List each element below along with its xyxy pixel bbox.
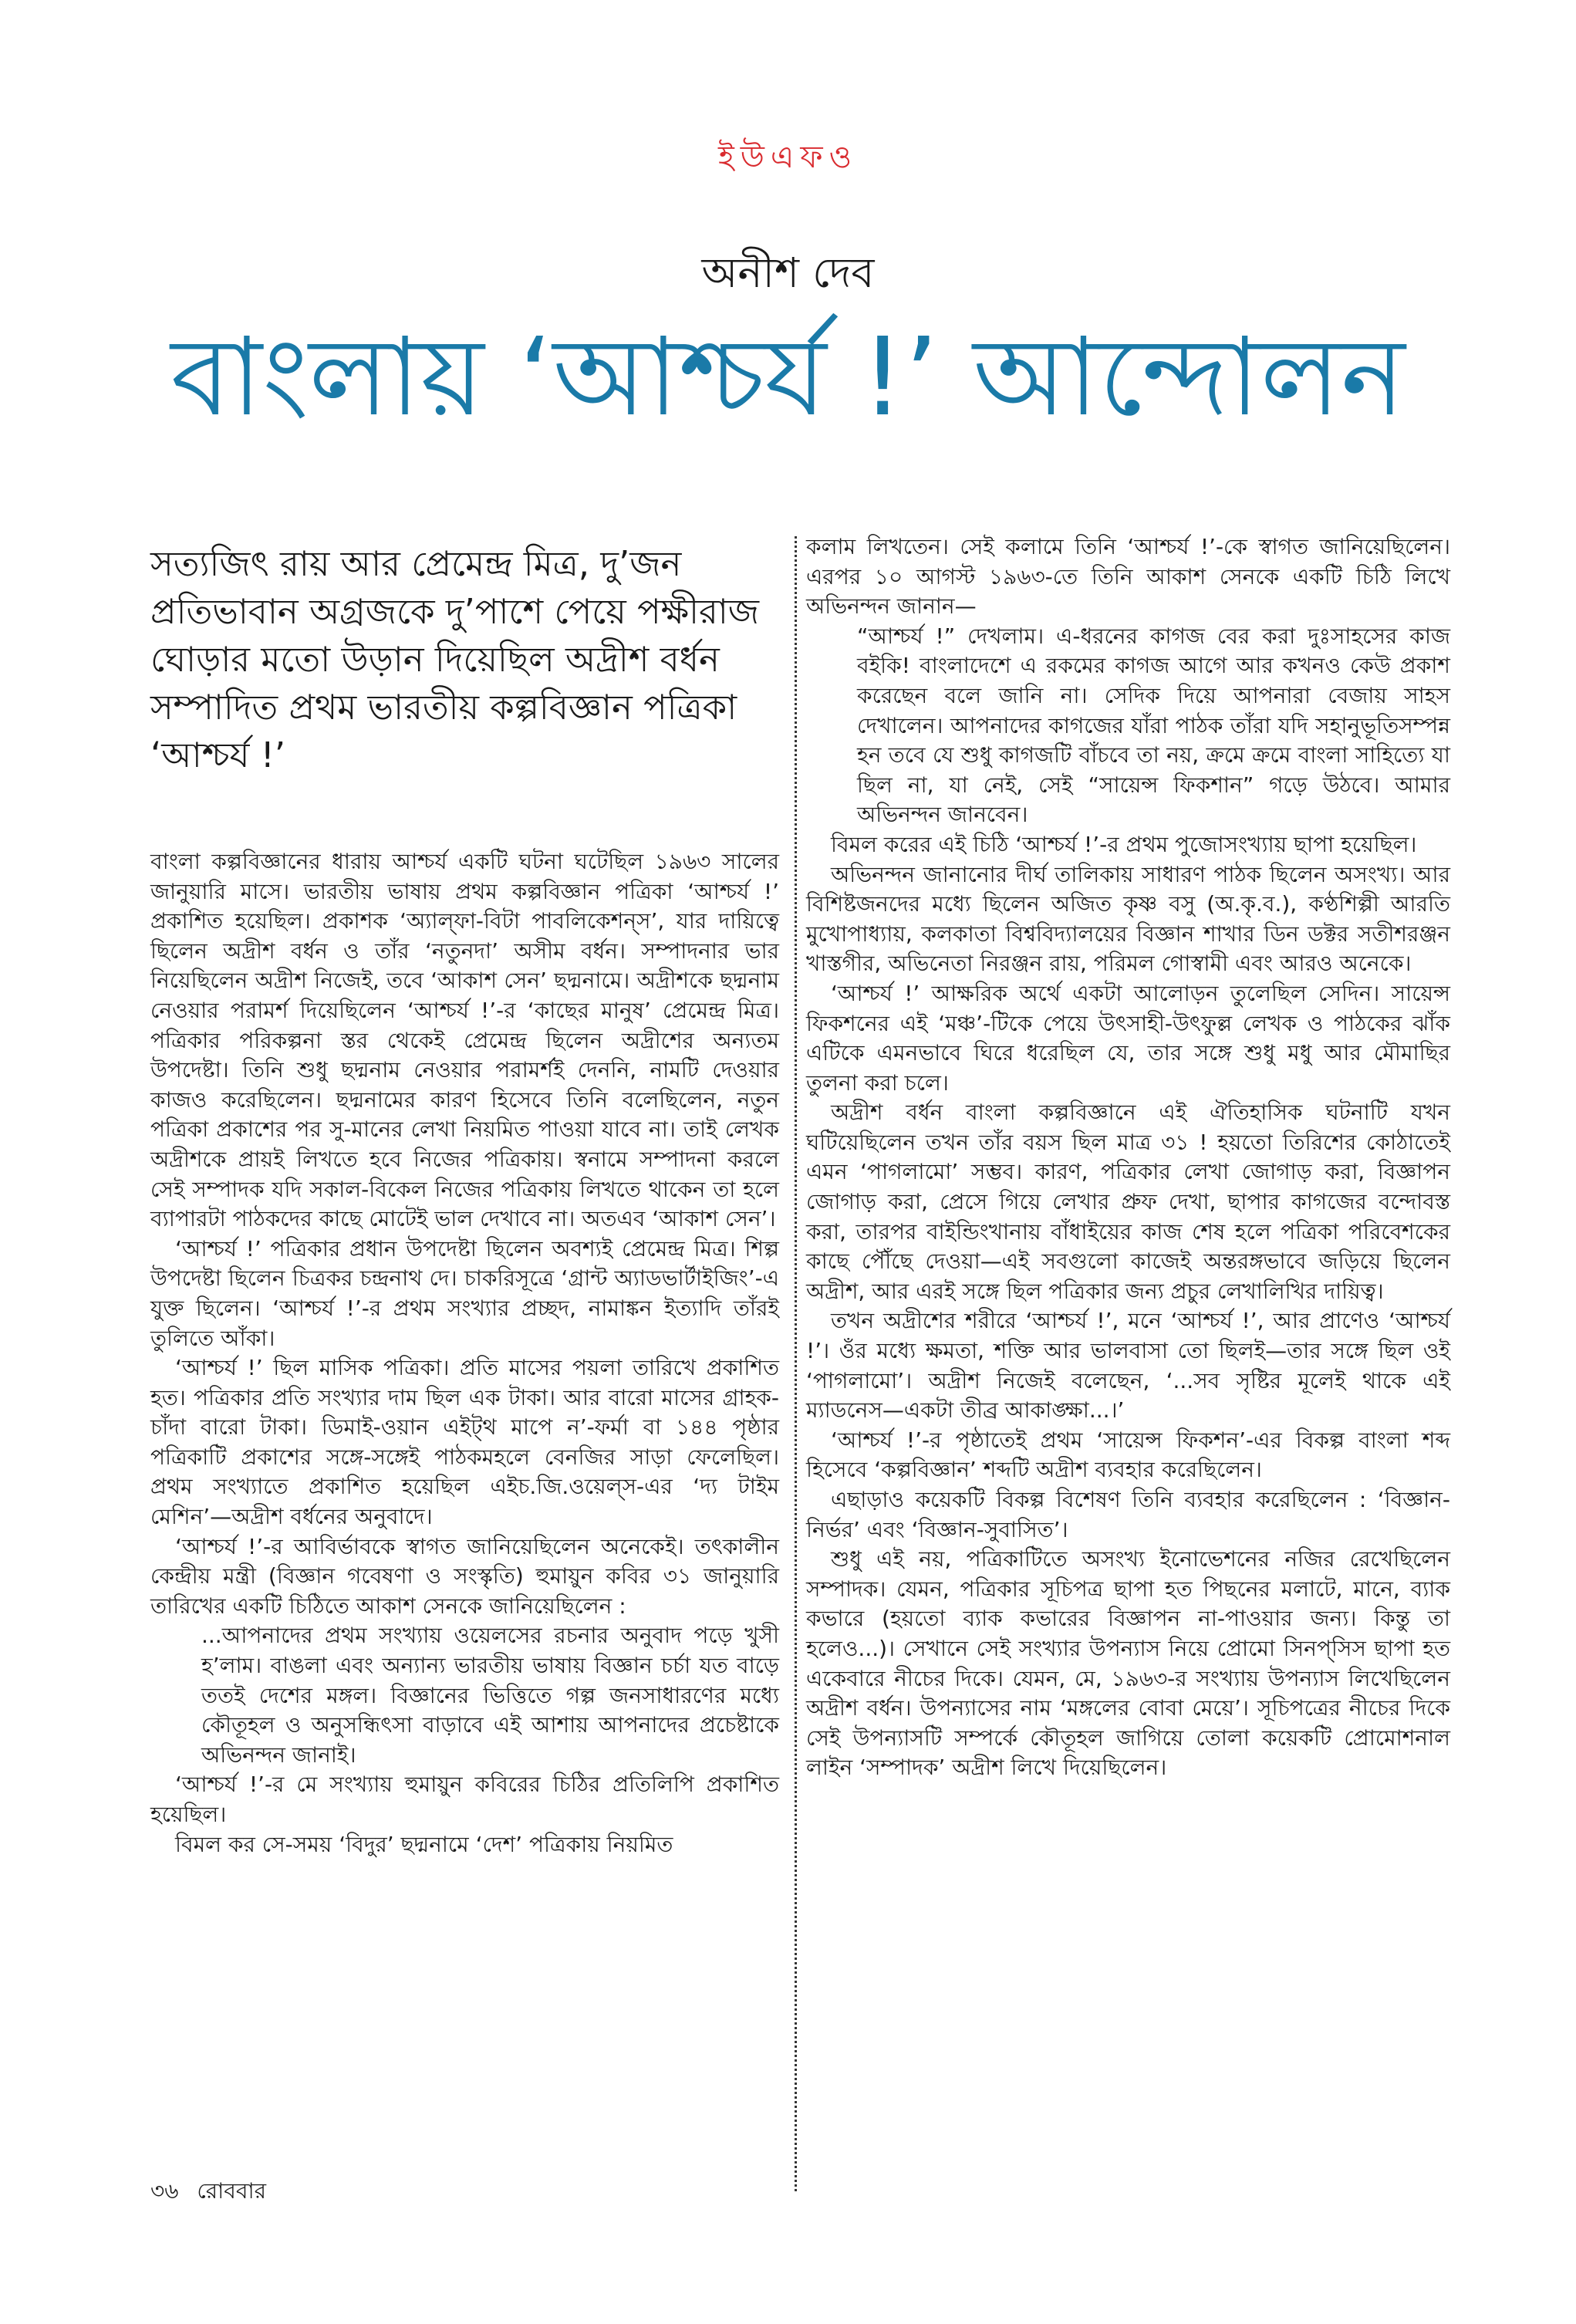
body-paragraph: বিমল কর সে-সময় ‘বিদুর’ ছদ্মনামে ‘দেশ’ পত্রিকায় নিয়মিত [175, 1831, 673, 1857]
standfirst: সত্যজিৎ রায় আর প্রেমেন্দ্র মিত্র, দু’জন প্রতিভাবান অগ্রজকে দু’পাশে পেয়ে পক্ষীরাজ ঘোড়ার মতো উড়ান দিয়েছিল অদ্রীশ বর্ধন সম্পাদিত প্রথম ভারতীয় কল্পবিজ্ঞান পত্রিকা ‘আশ্চর্য !’ [150, 543, 760, 775]
body-paragraph: অদ্রীশ বর্ধন বাংলা কল্পবিজ্ঞানে এই ঐতিহাসিক ঘটনাটি যখন ঘটিয়েছিলেন তখন তাঁর বয়স ছিল মাত্র ৩১ ! হয়তো তিরিশের কোঠাতেই এমন ‘পাগলামো’ সম্ভব। কারণ, পত্রিকার লেখা জোগাড় করা, বিজ্ঞাপন জোগাড় করা, প্রেসে গিয়ে লেখার প্রুফ দেখা, ছাপার কাগজের বন্দোবস্ত করা, তারপর বাইন্ডিংখানায় বাঁধাইয়ের কাজ শেষ হলে পত্রিকা পরিবেশকের কাছে পৌঁছে দেওয়া—এই সবগুলো কাজেই অন্তরঙ্গভাবে জড়িয়ে ছিলেন অদ্রীশ, আর এরই সঙ্গে ছিল পত্রিকার জন্য প্রচুর লেখালিখির দায়িত্ব। [806, 1100, 1450, 1304]
page-number: ৩৬ [150, 2178, 179, 2204]
magazine-name: রোববার [197, 2178, 266, 2204]
body-paragraph: ‘আশ্চর্য !’ ছিল মাসিক পত্রিকা। প্রতি মাসের পয়লা তারিখে প্রকাশিত হত। পত্রিকার প্রতি সংখ্যার দাম ছিল এক টাকা। আর বারো মাসের গ্রাহক-চাঁদা বারো টাকা। ডিমাই-ওয়ান এইট্‌থ মাপে ন’-ফর্মা বা ১৪৪ পৃষ্ঠার পত্রিকাটি প্রকাশের সঙ্গে-সঙ্গেই পাঠকমহলে বেনজির সাড়া ফেলেছিল। প্রথম সংখ্যাতে প্রকাশিত হয়েছিল এইচ.জি.ওয়েল্‌স-এর ‘দ্য টাইম মেশিন’—অদ্রীশ বর্ধনের অনুবাদে। [150, 1355, 779, 1530]
body-paragraph: তখন অদ্রীশের শরীরে ‘আশ্চর্য !’, মনে ‘আশ্চর্য !’, আর প্রাণেও ‘আশ্চর্য !’। ওঁর মধ্যে ক্ষমতা, শক্তি আর ভালবাসা তো ছিলই—তার সঙ্গে ছিল ওই ‘পাগলামো’। অদ্রীশ নিজেই বলেছেন, ‘...সব সৃষ্টির মূলেই থাকে এই ম্যাডনেস—একটা তীব্র আকাঙ্ক্ষা...।’ [806, 1308, 1450, 1424]
left-column [150, 847, 779, 1860]
body-paragraph: বিমল করের এই চিঠি ‘আশ্চর্য !’-র প্রথম পুজোসংখ্যায় ছাপা হয়েছিল। [831, 831, 1417, 857]
body-paragraph: ‘আশ্চর্য !’-র মে সংখ্যায় হুমায়ুন কবিরের চিঠির প্রতিলিপি প্রকাশিত হয়েছিল। [150, 1772, 779, 1827]
page-footer [150, 2174, 285, 2211]
right-column [806, 532, 1450, 1783]
author-byline: অনীশ দেব [701, 248, 875, 297]
body-paragraph: কলাম লিখতেন। সেই কলামে তিনি ‘আশ্চর্য !’-কে স্বাগত জানিয়েছিলেন। এরপর ১০ আগস্ট ১৯৬৩-তে তিনি আকাশ সেনকে একটি চিঠি লিখে অভিনন্দন জানান— [806, 534, 1450, 620]
body-paragraph: শুধু এই নয়, পত্রিকাটিতে অসংখ্য ইনোভেশনের নজির রেখেছিলেন সম্পাদক। যেমন, পত্রিকার সূচিপত্র ছাপা হত পিছনের মলাটে, মানে, ব্যাক কভারে (হয়তো ব্যাক কভারের বিজ্ঞাপন না-পাওয়ার জন্য। কিন্তু তা হলেও...)। সেখানে সেই সংখ্যার উপন্যাস নিয়ে প্রোমো সিনপ্‌সিস ছাপা হত একেবারে নীচের দিকে। যেমন, মে, ১৯৬৩-র সংখ্যায় উপন্যাস লিখেছিলেন অদ্রীশ বর্ধন। উপন্যাসের নাম ‘মঙ্গলের বোবা মেয়ে’। সূচিপত্রের নীচের দিকে সেই উপন্যাসটি সম্পর্কে কৌতূহল জাগিয়ে তোলা কয়েকটি প্রোমোশনাল লাইন ‘সম্পাদক’ অদ্রীশ লিখে দিয়েছিলেন। [806, 1546, 1450, 1781]
body-paragraph: অভিনন্দন জানানোর দীর্ঘ তালিকায় সাধারণ পাঠক ছিলেন অসংখ্য। আর বিশিষ্টজনদের মধ্যে ছিলেন অজিত কৃষ্ণ বসু (অ.কৃ.ব.), কণ্ঠশিল্পী আরতি মুখোপাধ্যায়, কলকাতা বিশ্ববিদ্যালয়ের বিজ্ঞান শাখার ডিন ডক্টর সতীশরঞ্জন খাস্তগীর, অভিনেতা নিরঞ্জন রায়, পরিমল গোস্বামী এবং আরও অনেকে। [806, 861, 1450, 977]
body-paragraph: ‘আশ্চর্য !’-র পৃষ্ঠাতেই প্রথম ‘সায়েন্স ফিকশন’-এর বিকল্প বাংলা শব্দ হিসেবে ‘কল্পবিজ্ঞান’ শব্দটি অদ্রীশ ব্যবহার করেছিলেন। [806, 1427, 1450, 1483]
section-category: ইউএফও [717, 140, 859, 175]
quoted-letter-humayun-kabir: ...আপনাদের প্রথম সংখ্যায় ওয়েলসের রচনার অনুবাদ পড়ে খুসী হ’লাম। বাঙলা এবং অন্যান্য ভারতীয় ভাষায় বিজ্ঞান চর্চা যত বাড়ে ততই দেশের মঙ্গল। বিজ্ঞানের ভিত্তিতে গল্প জনসাধারণের মধ্যে কৌতূহল ও অনুসন্ধিৎসা বাড়াবে এই আশায় আপনাদের প্রচেষ্টাকে অভিনন্দন জানাই। [201, 1623, 779, 1768]
body-paragraph: ‘আশ্চর্য !’-র আবির্ভাবকে স্বাগত জানিয়েছিলেন অনেকেই। তৎকালীন কেন্দ্রীয় মন্ত্রী (বিজ্ঞান গবেষণা ও সংস্কৃতি) হুমায়ুন কবির ৩১ জানুয়ারি তারিখের একটি চিঠিতে আকাশ সেনকে জানিয়েছিলেন : [150, 1533, 779, 1619]
body-paragraph: এছাড়াও কয়েকটি বিকল্প বিশেষণ তিনি ব্যবহার করেছিলেন : ‘বিজ্ঞান-নির্ভর’ এবং ‘বিজ্ঞান-সুবাসিত’। [806, 1487, 1450, 1542]
body-paragraph: বাংলা কল্পবিজ্ঞানের ধারায় আশ্চর্য একটি ঘটনা ঘটেছিল ১৯৬৩ সালের জানুয়ারি মাসে। ভারতীয় ভাষায় প্রথম কল্পবিজ্ঞান পত্রিকা ‘আশ্চর্য !’ প্রকাশিত হয়েছিল। প্রকাশক ‘অ্যাল্‌ফা-বিটা পাবলিকেশন্‌স’, যার দায়িত্বে ছিলেন অদ্রীশ বর্ধন ও তাঁর ‘নতুনদা’ অসীম বর্ধন। সম্পাদনার ভার নিয়েছিলেন অদ্রীশ নিজেই, তবে ‘আকাশ সেন’ ছদ্মনামে। অদ্রীশকে ছদ্মনাম নেওয়ার পরামর্শ দিয়েছিলেন ‘আশ্চর্য !’-র ‘কাছের মানুষ’ প্রেমেন্দ্র মিত্র। পত্রিকার পরিকল্পনা স্তর থেকেই প্রেমেন্দ্র ছিলেন অদ্রীশের অন্যতম উপদেষ্টা। তিনি শুধু ছদ্মনাম নেওয়ার পরামর্শই দেননি, নামটি দেওয়ার কাজও করেছিলেন। ছদ্মনামের কারণ হিসেবে তিনি বলেছিলেন, নতুন পত্রিকা প্রকাশের পর সু-মানের লেখা নিয়মিত পাওয়া যাবে না। তাই লেখক অদ্রীশকে প্রায়ই লিখতে হবে নিজের পত্রিকায়। স্বনামে সম্পাদনা করলে সেই সম্পাদক যদি সকাল-বিকেল নিজের পত্রিকায় লিখতে থাকেন তা হলে ব্যাপারটা পাঠকদের কাছে মোটেই ভাল দেখাবে না। অতএব ‘আকাশ সেন’। [150, 849, 779, 1232]
column-divider [795, 536, 797, 2191]
body-paragraph: ‘আশ্চর্য !’ আক্ষরিক অর্থে একটা আলোড়ন তুলেছিল সেদিন। সায়েন্স ফিকশনের এই ‘মঞ্চ’-টিকে পেয়ে উৎসাহী-উৎফুল্ল লেখক ও পাঠকের ঝাঁক এটিকে এমনভাবে ঘিরে ধরেছিল যে, তার সঙ্গে শুধু মধু আর মৌমাছির তুলনা করা চলে। [806, 980, 1450, 1096]
body-paragraph: ‘আশ্চর্য !’ পত্রিকার প্রধান উপদেষ্টা ছিলেন অবশ্যই প্রেমেন্দ্র মিত্র। শিল্প উপদেষ্টা ছিলেন চিত্রকর চন্দ্রনাথ দে। চাকরিসূত্রে ‘গ্রান্ট অ্যাডভার্টাইজিং’-এ যুক্ত ছিলেন। ‘আশ্চর্য !’-র প্রথম সংখ্যার প্রচ্ছদ, নামাঙ্কন ইত্যাদি তাঁরই তুলিতে আঁকা। [150, 1235, 779, 1351]
article-title: বাংলায় ‘আশ্চর্য !’ আন্দোলন [170, 315, 1406, 441]
quoted-letter-bimal-kar: “আশ্চর্য !” দেখলাম। এ-ধরনের কাগজ বের করা দুঃসাহসের কাজ বইকি! বাংলাদেশে এ রকমের কাগজ আগে আর কখনও কেউ প্রকাশ করেছেন বলে জানি না। সেদিক দিয়ে আপনারা বেজায় সাহস দেখালেন। আপনাদের কাগজের যাঁরা পাঠক তাঁরা যদি সহানুভূতিসম্পন্ন হন তবে যে শুধু কাগজটি বাঁচবে তা নয়, ক্রমে ক্রমে বাংলা সাহিত্যে যা ছিল না, যা নেই, সেই “সায়েন্স ফিকশান” গড়ে উঠবে। আমার অভিনন্দন জানবেন। [857, 623, 1450, 828]
